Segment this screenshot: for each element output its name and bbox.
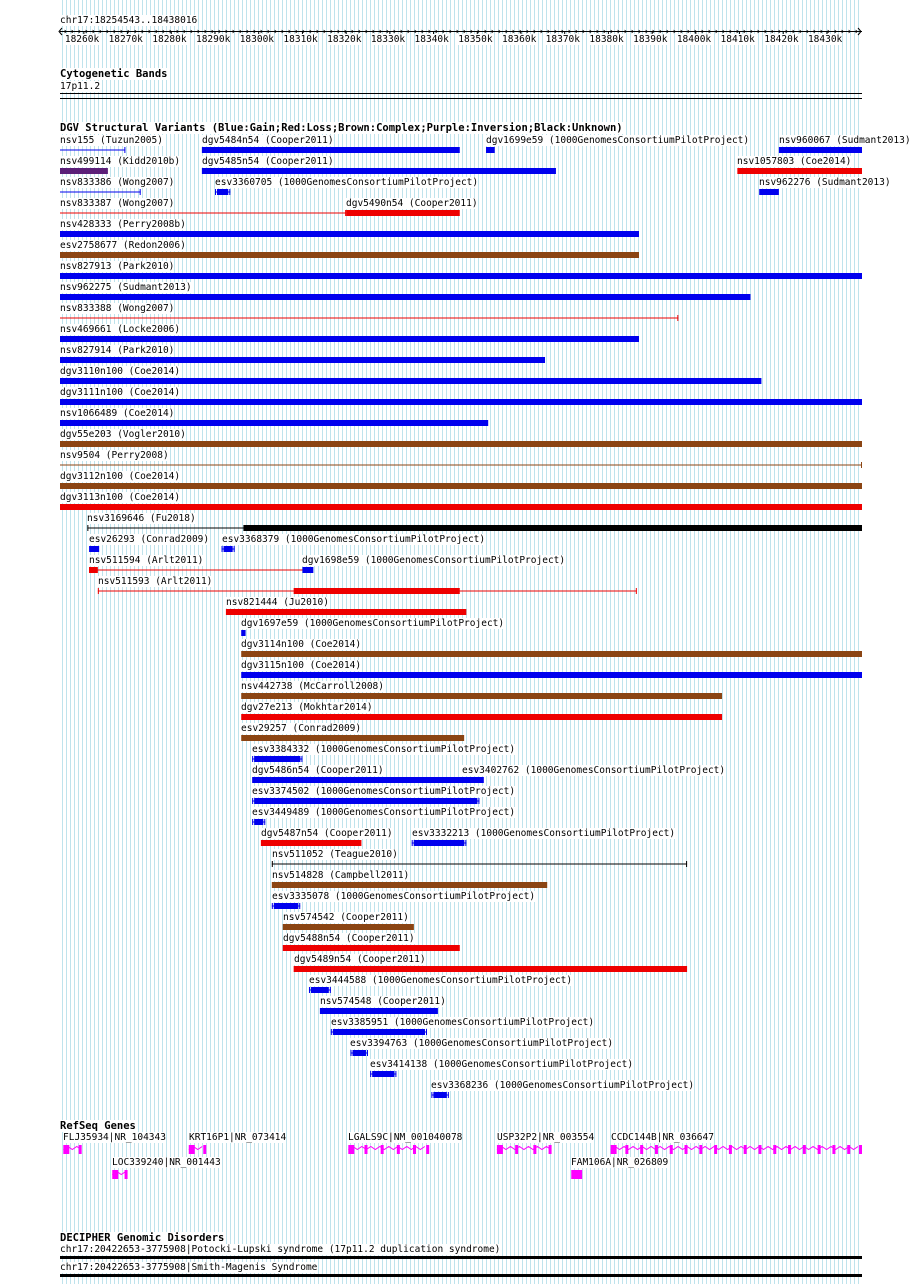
variant-label[interactable]: nsv155 (Tuzun2005)	[60, 135, 163, 146]
variant-feature[interactable]	[431, 1092, 448, 1098]
ruler-tick-label: 18340k	[414, 34, 449, 45]
variant-bar[interactable]	[254, 756, 300, 762]
refseq-track-title: RefSeq Genes	[60, 1120, 136, 1132]
gene-label[interactable]: FAM106A|NR_026809	[571, 1157, 669, 1168]
variant-bar[interactable]	[241, 672, 862, 678]
variant-feature[interactable]	[60, 399, 862, 405]
ruler-tick-label: 18320k	[327, 34, 362, 45]
variant-bar[interactable]	[60, 336, 639, 342]
variant-feature[interactable]	[331, 1029, 427, 1035]
variant-feature[interactable]	[462, 777, 479, 783]
variant-label[interactable]: nsv469661 (Locke2006)	[60, 324, 181, 335]
variant-bar[interactable]	[60, 294, 750, 300]
variant-bar[interactable]	[60, 273, 862, 279]
gene-exon[interactable]	[729, 1145, 732, 1154]
variant-feature[interactable]	[87, 525, 862, 531]
variant-label[interactable]: nsv833386 (Wong2007)	[60, 177, 175, 188]
gene-feature[interactable]	[348, 1145, 429, 1154]
variant-bar[interactable]	[261, 840, 362, 846]
gene-intron	[497, 1147, 551, 1150]
variant-bar[interactable]	[274, 903, 298, 909]
variant-feature[interactable]	[60, 147, 125, 153]
variant-bar[interactable]	[217, 189, 228, 195]
variant-feature[interactable]	[302, 567, 313, 573]
gene-exon[interactable]	[685, 1145, 688, 1154]
variant-feature[interactable]	[60, 336, 639, 342]
variant-label[interactable]: esv3402762 (1000GenomesConsortiumPilotProject)	[462, 765, 726, 776]
variant-bar[interactable]	[346, 210, 460, 216]
variant-label[interactable]: esv29257 (Conrad2009)	[241, 723, 362, 734]
variant-feature[interactable]	[60, 294, 750, 300]
variant-label[interactable]: nsv428333 (Perry2008b)	[60, 219, 186, 230]
variant-bar[interactable]	[294, 588, 460, 594]
variant-label[interactable]: dgv1699e59 (1000GenomesConsortiumPilotProject)	[486, 135, 750, 146]
ruler-tick-label: 18350k	[458, 34, 493, 45]
variant-bar[interactable]	[60, 378, 761, 384]
variant-label[interactable]: dgv5487n54 (Cooper2011)	[261, 828, 393, 839]
variant-feature[interactable]	[252, 777, 484, 783]
variant-feature[interactable]	[60, 189, 141, 195]
variant-feature[interactable]	[737, 168, 862, 174]
variant-bar[interactable]	[759, 189, 779, 195]
variant-label[interactable]: nsv514828 (Campbell2011)	[272, 870, 410, 881]
variant-feature[interactable]	[252, 819, 265, 825]
gene-exon[interactable]	[847, 1145, 850, 1154]
variant-feature[interactable]	[241, 693, 722, 699]
variant-feature[interactable]	[241, 651, 862, 657]
decipher-track-title: DECIPHER Genomic Disorders	[60, 1232, 225, 1244]
gene-exon[interactable]	[63, 1145, 69, 1154]
variant-bar[interactable]	[202, 168, 556, 174]
gene-label[interactable]: LGALS9C|NM_001040078	[348, 1132, 463, 1143]
variant-feature[interactable]	[215, 189, 230, 195]
gene-label[interactable]: LOC339240|NR_001443	[112, 1157, 221, 1168]
variant-feature[interactable]	[241, 714, 722, 720]
variant-feature[interactable]	[241, 672, 862, 678]
variant-label[interactable]: esv3384332 (1000GenomesConsortiumPilotProject)	[252, 744, 516, 755]
variant-bar[interactable]	[241, 693, 722, 699]
variant-feature[interactable]	[272, 882, 547, 888]
variant-bar[interactable]	[241, 630, 245, 636]
variant-label[interactable]: esv3444588 (1000GenomesConsortiumPilotProject)	[309, 975, 573, 986]
cytoband-title: Cytogenetic Bands	[60, 68, 168, 80]
variant-label[interactable]: esv2758677 (Redon2006)	[60, 240, 186, 251]
gene-label[interactable]: USP32P2|NR_003554	[497, 1132, 595, 1143]
variant-feature[interactable]	[320, 1008, 438, 1014]
gene-exon[interactable]	[611, 1145, 617, 1154]
variant-label[interactable]: dgv1697e59 (1000GenomesConsortiumPilotProject)	[241, 618, 505, 629]
gene-exon[interactable]	[549, 1145, 552, 1154]
variant-bar[interactable]	[60, 357, 545, 363]
gene-exon[interactable]	[112, 1170, 118, 1179]
gene-exon[interactable]	[79, 1145, 82, 1154]
ruler-tick-label: 18310k	[283, 34, 318, 45]
gene-exon[interactable]	[381, 1145, 384, 1154]
variant-label[interactable]: dgv3112n100 (Coe2014)	[60, 471, 181, 482]
variant-label[interactable]: dgv5484n54 (Cooper2011)	[202, 135, 334, 146]
variant-label[interactable]: esv3360705 (1000GenomesConsortiumPilotProject)	[215, 177, 479, 188]
variant-bar[interactable]	[283, 924, 414, 930]
variant-feature[interactable]	[60, 504, 862, 510]
gene-exon[interactable]	[189, 1145, 195, 1154]
variant-bar[interactable]	[272, 882, 547, 888]
ruler-tick-label: 18330k	[370, 34, 406, 45]
variant-label[interactable]: nsv962275 (Sudmant2013)	[60, 282, 192, 293]
gene-exon[interactable]	[744, 1145, 747, 1154]
gene-label[interactable]: CCDC144B|NR_036647	[611, 1132, 714, 1143]
gene-exon[interactable]	[758, 1145, 761, 1154]
ruler-tick-label: 18280k	[152, 34, 187, 45]
gene-exon[interactable]	[699, 1145, 702, 1154]
variant-label[interactable]: nsv833388 (Wong2007)	[60, 303, 175, 314]
variant-feature[interactable]	[60, 441, 862, 447]
gene-label[interactable]: FLJ35934|NR_104343	[63, 1132, 166, 1143]
variant-label[interactable]: nsv833387 (Wong2007)	[60, 198, 175, 209]
variant-bar[interactable]	[60, 504, 862, 510]
gene-exon[interactable]	[788, 1145, 791, 1154]
variant-label[interactable]: nsv827913 (Park2010)	[60, 261, 175, 272]
variant-bar[interactable]	[414, 840, 465, 846]
variant-bar[interactable]	[779, 147, 862, 153]
gene-exon[interactable]	[125, 1170, 128, 1179]
variant-label[interactable]: dgv1698e59 (1000GenomesConsortiumPilotProject)	[302, 555, 566, 566]
gene-exon[interactable]	[818, 1145, 821, 1154]
gene-exon[interactable]	[655, 1145, 658, 1154]
ruler-tick-label: 18400k	[676, 34, 712, 45]
variant-bar[interactable]	[333, 1029, 425, 1035]
variant-label[interactable]: nsv821444 (Ju2010)	[226, 597, 329, 608]
variant-label[interactable]: dgv5489n54 (Cooper2011)	[294, 954, 426, 965]
variant-feature[interactable]	[241, 630, 245, 636]
variant-bar[interactable]	[737, 168, 862, 174]
variant-label[interactable]: nsv511052 (Teague2010)	[272, 849, 398, 860]
variant-label[interactable]: dgv27e213 (Mokhtar2014)	[241, 702, 373, 713]
variant-feature[interactable]	[89, 567, 311, 573]
gene-exon[interactable]	[640, 1145, 643, 1154]
variant-feature[interactable]	[60, 168, 108, 174]
cytoband-label: 17p11.2	[60, 81, 101, 92]
variant-bar[interactable]	[486, 147, 495, 153]
gene-feature[interactable]	[497, 1145, 552, 1154]
variant-bar[interactable]	[311, 987, 329, 993]
gene-exon[interactable]	[426, 1145, 429, 1154]
variant-feature[interactable]	[60, 483, 862, 489]
variant-label[interactable]: dgv5485n54 (Cooper2011)	[202, 156, 334, 167]
gene-exon[interactable]	[533, 1145, 536, 1154]
variant-bar[interactable]	[226, 609, 466, 615]
variant-feature[interactable]	[350, 1050, 367, 1056]
variant-bar[interactable]	[60, 231, 639, 237]
variant-bar[interactable]	[294, 966, 687, 972]
variant-label[interactable]: dgv3110n100 (Coe2014)	[60, 366, 181, 377]
gene-exon[interactable]	[832, 1145, 835, 1154]
variant-bar[interactable]	[202, 147, 460, 153]
variant-feature[interactable]	[202, 147, 460, 153]
ruler-tick-label: 18290k	[195, 34, 231, 45]
variant-feature[interactable]	[486, 147, 495, 153]
gene-exon[interactable]	[497, 1145, 503, 1154]
gene-exon[interactable]	[625, 1145, 628, 1154]
variant-label[interactable]: esv3332213 (1000GenomesConsortiumPilotProject)	[412, 828, 676, 839]
variant-bar[interactable]	[241, 714, 722, 720]
variant-feature[interactable]	[89, 546, 99, 552]
variant-label[interactable]: dgv3113n100 (Coe2014)	[60, 492, 181, 503]
variant-bar[interactable]	[372, 1071, 394, 1077]
gene-exon[interactable]	[203, 1145, 206, 1154]
variant-feature[interactable]	[60, 315, 678, 321]
variant-bar[interactable]	[89, 567, 98, 573]
ruler-tick-label: 18430k	[807, 34, 843, 45]
variant-label[interactable]: esv3368236 (1000GenomesConsortiumPilotProject)	[431, 1080, 695, 1091]
gene-exon[interactable]	[364, 1145, 367, 1154]
gene-exon[interactable]	[515, 1145, 518, 1154]
variant-feature[interactable]	[252, 798, 479, 804]
gene-exon[interactable]	[571, 1170, 582, 1179]
ruler-tick-label: 18260k	[64, 34, 100, 45]
ruler-tick-label: 18420k	[764, 34, 799, 45]
variant-feature[interactable]	[272, 861, 687, 867]
gene-feature[interactable]	[63, 1145, 81, 1154]
variant-bar[interactable]	[60, 483, 862, 489]
variant-feature[interactable]	[283, 945, 460, 951]
gene-exon[interactable]	[859, 1145, 862, 1154]
gene-label[interactable]: KRT16P1|NR_073414	[189, 1132, 287, 1143]
variant-label[interactable]: nsv3169646 (Fu2018)	[87, 513, 196, 524]
variant-feature[interactable]	[60, 252, 639, 258]
gene-exon[interactable]	[348, 1145, 354, 1154]
variant-feature[interactable]	[226, 609, 466, 615]
variant-label[interactable]: esv3368379 (1000GenomesConsortiumPilotProject)	[222, 534, 486, 545]
ruler-tick-label: 18300k	[239, 34, 275, 45]
variant-label[interactable]: dgv5486n54 (Cooper2011)	[252, 765, 384, 776]
variant-feature[interactable]	[294, 966, 687, 972]
variant-bar[interactable]	[283, 945, 460, 951]
gene-feature[interactable]	[571, 1170, 582, 1179]
variant-feature[interactable]	[370, 1071, 396, 1077]
variant-feature[interactable]	[412, 840, 467, 846]
decipher-item[interactable]: chr17:20422653-3775908|Smith-Magenis Syndrome	[60, 1262, 318, 1273]
variant-label[interactable]: nsv962276 (Sudmant2013)	[759, 177, 891, 188]
ruler-tick-label: 18360k	[501, 34, 537, 45]
variant-feature[interactable]	[272, 903, 300, 909]
variant-label[interactable]: nsv9504 (Perry2008)	[60, 450, 169, 461]
axis-coords: chr17:18254543..18438016	[60, 15, 198, 26]
variant-label[interactable]: dgv5488n54 (Cooper2011)	[283, 933, 415, 944]
variant-feature[interactable]	[98, 588, 637, 594]
variant-feature[interactable]	[222, 546, 235, 552]
variant-feature[interactable]	[346, 210, 460, 216]
variant-bar[interactable]	[60, 441, 862, 447]
variant-label[interactable]: nsv511594 (Arlt2011)	[89, 555, 204, 566]
variant-bar[interactable]	[254, 798, 477, 804]
variant-label[interactable]: dgv3111n100 (Coe2014)	[60, 387, 181, 398]
variant-label[interactable]: esv3335078 (1000GenomesConsortiumPilotProject)	[272, 891, 536, 902]
gene-feature[interactable]	[112, 1170, 127, 1179]
ruler-tick-label: 18410k	[720, 34, 755, 45]
variant-feature[interactable]	[60, 210, 346, 216]
variant-bar[interactable]	[241, 651, 862, 657]
variant-label[interactable]: nsv1066489 (Coe2014)	[60, 408, 175, 419]
variant-feature[interactable]	[309, 987, 331, 993]
variant-label[interactable]: nsv442738 (McCarroll2008)	[241, 681, 384, 692]
variant-bar[interactable]	[254, 819, 263, 825]
ruler-tick-label: 18380k	[589, 34, 624, 45]
gene-exon[interactable]	[670, 1145, 673, 1154]
variant-feature[interactable]	[779, 147, 862, 153]
variant-label[interactable]: nsv511593 (Arlt2011)	[98, 576, 213, 587]
decipher-bar[interactable]	[60, 1256, 862, 1259]
gene-exon[interactable]	[773, 1145, 776, 1154]
variant-feature[interactable]	[202, 168, 556, 174]
variant-feature[interactable]	[60, 462, 862, 468]
variant-bar[interactable]	[60, 168, 108, 174]
variant-feature[interactable]	[60, 273, 862, 279]
decipher-item[interactable]: chr17:20422653-3775908|Potocki-Lupski syndrome (17p11.2 duplication syndrome)	[60, 1244, 501, 1255]
dgv-track-title: DGV Structural Variants (Blue:Gain;Red:Loss;Brown:Complex;Purple:Inversion;Black:Unknown)	[60, 122, 623, 134]
variant-label[interactable]: nsv499114 (Kidd2010b)	[60, 156, 181, 167]
gene-intron	[611, 1147, 859, 1150]
variant-label[interactable]: nsv574542 (Cooper2011)	[283, 912, 409, 923]
variant-label[interactable]: nsv1057803 (Coe2014)	[737, 156, 852, 167]
variant-label[interactable]: dgv3114n100 (Coe2014)	[241, 639, 362, 650]
ruler-tick-label: 18390k	[633, 34, 668, 45]
variant-bar[interactable]	[241, 735, 464, 741]
gene-exon[interactable]	[413, 1145, 416, 1154]
gene-feature[interactable]	[189, 1145, 206, 1154]
variant-bar[interactable]	[60, 399, 862, 405]
variant-label[interactable]: nsv827914 (Park2010)	[60, 345, 175, 356]
variant-feature[interactable]	[60, 378, 761, 384]
ruler-tick-label: 18270k	[108, 34, 143, 45]
variant-label[interactable]: dgv3115n100 (Coe2014)	[241, 660, 362, 671]
variant-bar[interactable]	[352, 1050, 365, 1056]
variant-feature[interactable]	[261, 840, 362, 846]
variant-bar[interactable]	[60, 252, 639, 258]
variant-feature[interactable]	[252, 756, 302, 762]
variant-label[interactable]: esv3394763 (1000GenomesConsortiumPilotProject)	[350, 1038, 614, 1049]
variant-bar[interactable]	[243, 525, 862, 531]
variant-bar[interactable]	[224, 546, 233, 552]
ruler-tick-label: 18370k	[545, 34, 580, 45]
variant-label[interactable]: dgv55e203 (Vogler2010)	[60, 429, 186, 440]
variant-bar[interactable]	[320, 1008, 438, 1014]
variant-feature[interactable]	[60, 231, 639, 237]
variant-bar[interactable]	[433, 1092, 446, 1098]
variant-feature[interactable]	[60, 420, 488, 426]
variant-label[interactable]: nsv574548 (Cooper2011)	[320, 996, 446, 1007]
variant-label[interactable]: esv26293 (Conrad2009)	[89, 534, 210, 545]
variant-label[interactable]: esv3449489 (1000GenomesConsortiumPilotProject)	[252, 807, 516, 818]
variant-label[interactable]: esv3414138 (1000GenomesConsortiumPilotProject)	[370, 1059, 634, 1070]
variant-feature[interactable]	[241, 735, 464, 741]
variant-label[interactable]: esv3385951 (1000GenomesConsortiumPilotProject)	[331, 1017, 595, 1028]
gene-exon[interactable]	[803, 1145, 806, 1154]
variant-bar[interactable]	[60, 420, 488, 426]
gene-exon[interactable]	[397, 1145, 400, 1154]
variant-label[interactable]: dgv5490n54 (Cooper2011)	[346, 198, 478, 209]
variant-label[interactable]: esv3374502 (1000GenomesConsortiumPilotProject)	[252, 786, 516, 797]
variant-feature[interactable]	[759, 189, 779, 195]
variant-bar[interactable]	[464, 777, 477, 783]
variant-label[interactable]: nsv960067 (Sudmant2013)	[779, 135, 911, 146]
variant-bar[interactable]	[302, 567, 313, 573]
variant-bar[interactable]	[252, 777, 484, 783]
variant-bar[interactable]	[89, 546, 99, 552]
variant-feature[interactable]	[60, 357, 545, 363]
gene-feature[interactable]	[611, 1145, 862, 1154]
decipher-bar[interactable]	[60, 1274, 862, 1277]
gene-exon[interactable]	[714, 1145, 717, 1154]
variant-feature[interactable]	[283, 924, 414, 930]
